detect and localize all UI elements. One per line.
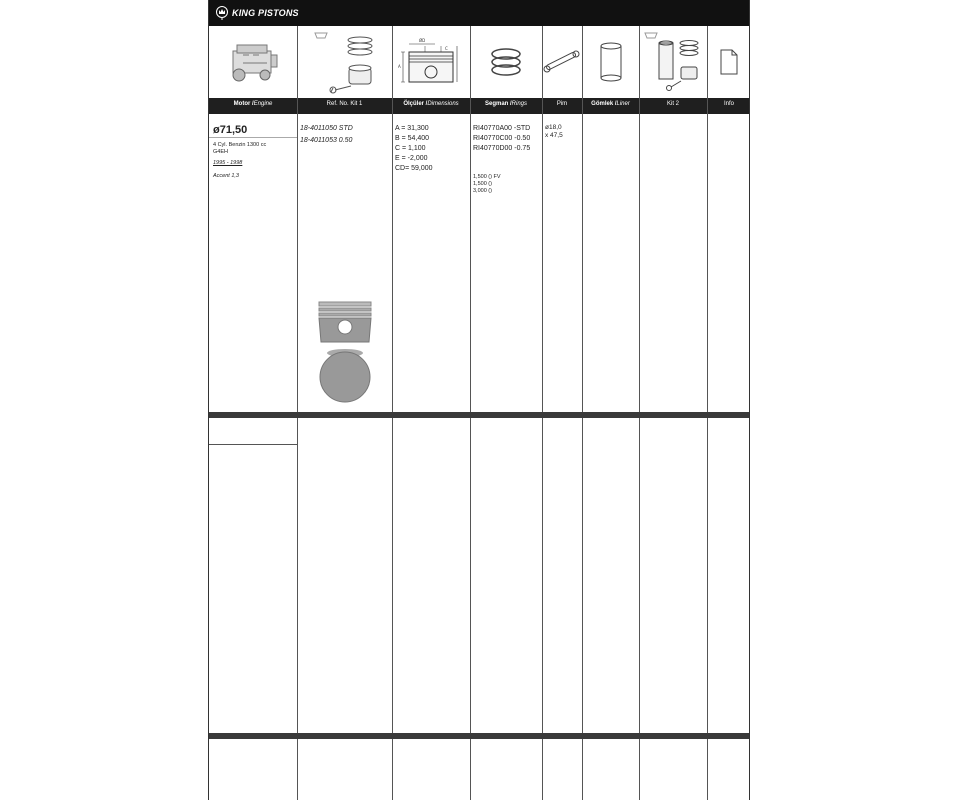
engine-model: Accent 1,3	[213, 173, 239, 179]
ring-code: RI40770A00 -STD	[473, 125, 531, 132]
header-segman: Segman /Rings	[484, 101, 528, 107]
header-motor: Motor /Engine	[233, 101, 273, 107]
document-icon	[707, 26, 751, 98]
svg-text:C: C	[445, 46, 448, 51]
piston-side-image	[317, 300, 373, 349]
engine-years: 1995 - 1998	[213, 160, 243, 166]
engine-desc: 4 Cyl. Benzin 1300 cc	[213, 142, 267, 148]
kit2-icon	[639, 26, 707, 98]
ring-size: 3,000 ()	[473, 188, 492, 194]
piston-dimensions-icon	[392, 26, 470, 98]
header-kit2: Kit 2	[666, 101, 679, 107]
dimension-c: C = 1,100	[395, 145, 426, 152]
crown-icon	[215, 5, 229, 21]
header-ref: Ref. No. Kit 1	[326, 101, 363, 107]
dimension-cd: CD= 59,000	[395, 165, 433, 172]
header-gomlek: Gömlek /Liner	[591, 101, 630, 107]
pin-diameter: ø18,0	[545, 124, 562, 131]
engine-code: G4EH	[213, 149, 228, 155]
brand-logo	[215, 5, 299, 21]
cell-divider	[209, 444, 297, 445]
brand-bar	[209, 0, 749, 26]
ring-size: 1,500 () FV	[473, 174, 501, 180]
liner-icon	[582, 26, 639, 98]
engine-diameter: ø71,50	[213, 124, 248, 136]
rings-icon	[470, 26, 542, 98]
row-separator	[209, 412, 749, 418]
brand-name: KING PISTONS	[232, 8, 299, 18]
dimension-e: E = -2,000	[395, 155, 428, 162]
pin-length: x 47,5	[545, 132, 563, 139]
ref-number: 18-4011050 STD	[300, 125, 353, 132]
ring-size: 1,500 ()	[473, 181, 492, 187]
dimension-b: B = 54,400	[395, 135, 430, 142]
dimension-a: A = 31,300	[395, 125, 429, 132]
row-separator	[209, 733, 749, 739]
cell-divider	[209, 137, 297, 138]
column-header-row	[209, 98, 749, 114]
ring-code: RI40770C00 -0.50	[473, 135, 531, 142]
header-olcu: Ölçüler /Dimensions	[403, 101, 459, 107]
svg-text:ØD: ØD	[419, 38, 426, 43]
engine-icon	[209, 26, 297, 98]
catalog-sheet	[208, 0, 750, 800]
header-pim: Pim	[556, 101, 568, 107]
ref-number: 18-4011053 0.50	[300, 137, 353, 144]
piston-top-image	[317, 347, 373, 408]
svg-text:A: A	[398, 64, 401, 69]
ring-code: RI40770D00 -0.75	[473, 145, 531, 152]
header-info: Info	[723, 101, 734, 107]
column-icon-row	[209, 26, 749, 98]
piston-kit-icon	[297, 26, 392, 98]
pin-icon	[542, 26, 582, 98]
